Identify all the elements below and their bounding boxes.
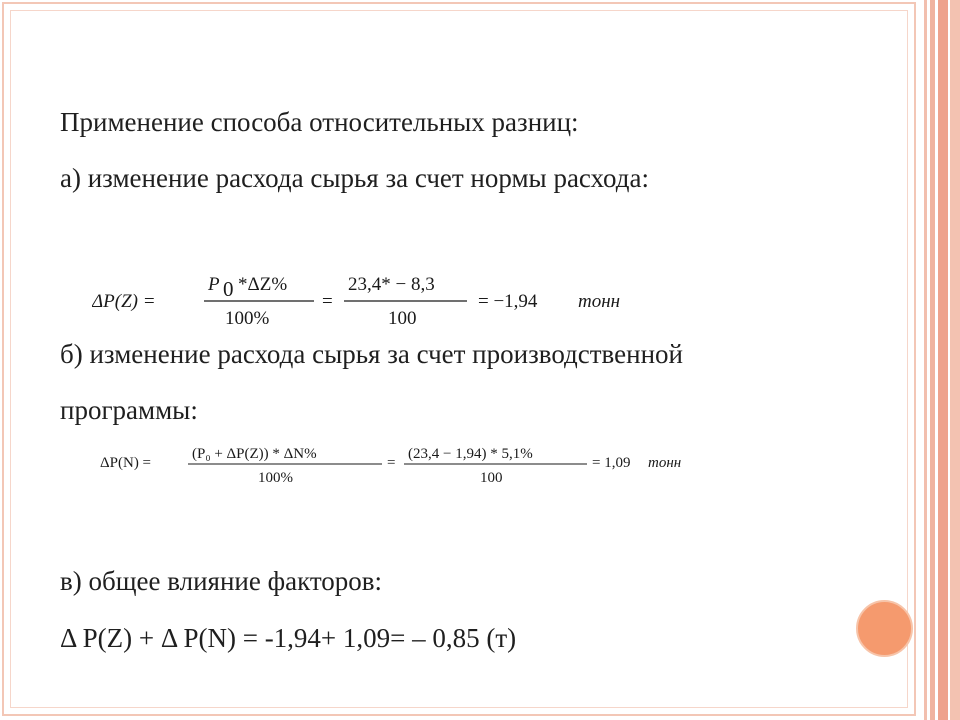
formula-a-eq: =	[322, 291, 333, 312]
formula-a-unit: тонн	[578, 291, 621, 312]
formula-b-lhs: ΔP(N) =	[100, 455, 152, 471]
formula-b-unit: тонн	[648, 455, 682, 471]
formula-b-result: = 1,09	[592, 455, 631, 471]
decor-stripe	[938, 0, 948, 720]
formula-b-den1: 100%	[258, 470, 293, 486]
decor-circle	[856, 600, 913, 657]
formula-b-eq: =	[387, 455, 396, 471]
formula-a	[92, 266, 652, 330]
decor-stripe	[930, 0, 935, 720]
part-c-label: в) общее влияние факторов:	[60, 566, 383, 596]
formula-a-num2: 23,4* − 8,3	[348, 274, 435, 295]
formula-b-den2: 100	[480, 470, 503, 486]
formula-b	[100, 440, 710, 490]
formula-b-num1: (P₀ + ΔP(Z)) * ΔN%	[192, 446, 317, 462]
formula-a-num1-rest: *ΔZ%	[238, 274, 288, 295]
formula-a-lhs: ΔP(Z) =	[92, 291, 156, 312]
part-b-label-line2: программы:	[60, 395, 198, 425]
formula-a-num1-sub: 0	[223, 277, 234, 301]
formula-a-num1-p: P	[208, 274, 220, 295]
slide-heading: Применение способа относительных разниц:	[60, 107, 579, 137]
formula-a-den1: 100%	[225, 308, 270, 329]
formula-b-num2: (23,4 − 1,94) * 5,1%	[408, 446, 533, 462]
part-c-expression: Δ P(Z) + Δ P(N) = -1,94+ 1,09= – 0,85 (т)	[60, 623, 517, 653]
decor-stripe	[924, 0, 927, 720]
part-a-label: а) изменение расхода сырья за счет нормы расхода:	[60, 163, 649, 193]
part-b-label-line1: б) изменение расхода сырья за счет производственной	[60, 339, 683, 369]
formula-a-result: = −1,94	[478, 291, 538, 312]
decor-stripe	[950, 0, 960, 720]
formula-a-den2: 100	[388, 308, 417, 329]
